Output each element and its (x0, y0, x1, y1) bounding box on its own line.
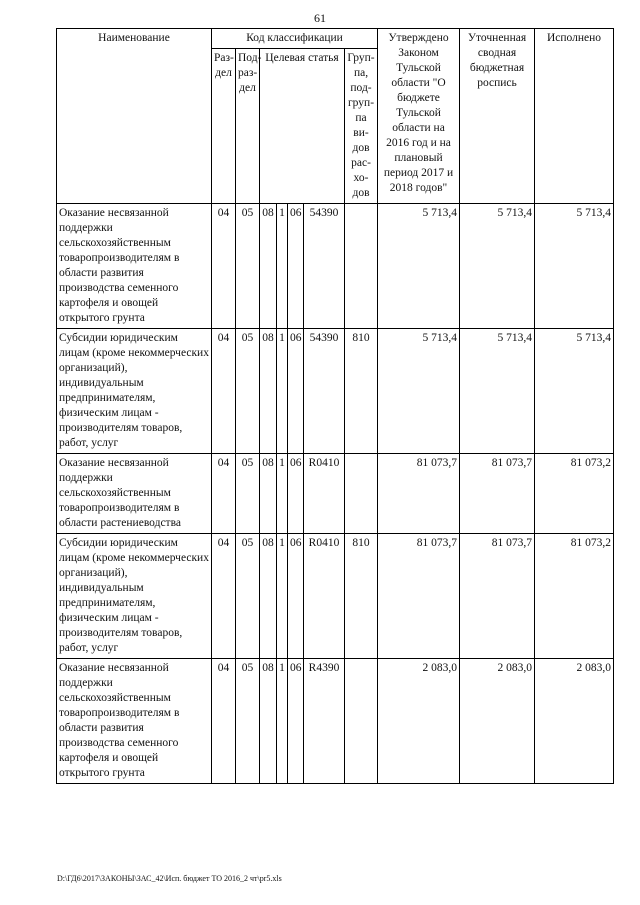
header-approved: Утверждено Законом Тульской области "О бюджете Тульской области на 2016 год и на плановый период 2017 и 2018 годов" (378, 29, 460, 204)
row-target-direction: R0410 (304, 454, 345, 534)
row-target-direction: R4390 (304, 659, 345, 784)
row-target-subprogram: 1 (277, 534, 288, 659)
row-target-program: 08 (260, 329, 277, 454)
row-section: 04 (212, 659, 236, 784)
row-target-subprogram: 1 (277, 454, 288, 534)
row-section: 04 (212, 329, 236, 454)
row-target-direction: 54390 (304, 204, 345, 329)
footer-file-path: D:\ГД6\2017\ЗАКОНЫ\ЗАС_42\Исп. бюджет ТО 2016_2 чт\pr5.xls (57, 874, 282, 883)
row-name: Оказание несвязанной поддержки сельскохозяйственным товаропроизводителям в области развития производства семенного картофеля и овощей открытого грунта (57, 659, 212, 784)
row-executed: 5 713,4 (535, 204, 614, 329)
row-expense-group (345, 659, 378, 784)
table-row (57, 659, 614, 784)
row-subsection: 05 (236, 659, 260, 784)
row-subsection: 05 (236, 204, 260, 329)
row-target-subprogram: 1 (277, 329, 288, 454)
table-row (57, 204, 614, 329)
row-target-subprogram: 1 (277, 204, 288, 329)
header-row-1 (57, 29, 614, 49)
table-row (57, 329, 614, 454)
row-name: Субсидии юридическим лицам (кроме некоммерческих организаций), индивидуальным предпринимателям, физическим лицам - производителям товаров, работ, услуг (57, 329, 212, 454)
header-code-classification: Код классификации (212, 29, 378, 49)
row-name: Субсидии юридическим лицам (кроме некоммерческих организаций), индивидуальным предпринимателям, физическим лицам - производителям товаров, работ, услуг (57, 534, 212, 659)
row-section: 04 (212, 204, 236, 329)
row-target-event: 06 (288, 534, 304, 659)
row-refined: 2 083,0 (460, 659, 535, 784)
row-approved: 5 713,4 (378, 329, 460, 454)
row-approved: 5 713,4 (378, 204, 460, 329)
header-expense-group: Груп-па, под-груп-па ви-дов рас-хо-дов (345, 49, 378, 204)
row-subsection: 05 (236, 454, 260, 534)
row-section: 04 (212, 454, 236, 534)
header-target-article: Целевая статья (260, 49, 345, 204)
row-executed: 81 073,2 (535, 454, 614, 534)
table-row (57, 454, 614, 534)
row-refined: 81 073,7 (460, 534, 535, 659)
row-target-event: 06 (288, 204, 304, 329)
row-section: 04 (212, 534, 236, 659)
row-subsection: 05 (236, 329, 260, 454)
header-subsection: Под-раз-дел (236, 49, 260, 204)
row-refined: 5 713,4 (460, 204, 535, 329)
row-expense-group (345, 454, 378, 534)
row-executed: 5 713,4 (535, 329, 614, 454)
header-name: Наименование (57, 29, 212, 204)
row-target-program: 08 (260, 454, 277, 534)
budget-table (56, 28, 614, 784)
row-refined: 5 713,4 (460, 329, 535, 454)
row-executed: 81 073,2 (535, 534, 614, 659)
row-target-direction: R0410 (304, 534, 345, 659)
row-target-direction: 54390 (304, 329, 345, 454)
row-target-program: 08 (260, 534, 277, 659)
row-name: Оказание несвязанной поддержки сельскохозяйственным товаропроизводителям в области растениеводства (57, 454, 212, 534)
header-refined: Уточненная сводная бюджетная роспись (460, 29, 535, 204)
row-approved: 81 073,7 (378, 454, 460, 534)
row-expense-group (345, 204, 378, 329)
row-target-event: 06 (288, 329, 304, 454)
row-target-event: 06 (288, 454, 304, 534)
row-expense-group: 810 (345, 329, 378, 454)
row-target-program: 08 (260, 204, 277, 329)
row-subsection: 05 (236, 534, 260, 659)
header-executed: Исполнено (535, 29, 614, 204)
row-target-program: 08 (260, 659, 277, 784)
row-name: Оказание несвязанной поддержки сельскохозяйственным товаропроизводителям в области развития производства семенного картофеля и овощей открытого грунта (57, 204, 212, 329)
row-target-event: 06 (288, 659, 304, 784)
row-target-subprogram: 1 (277, 659, 288, 784)
row-approved: 81 073,7 (378, 534, 460, 659)
row-refined: 81 073,7 (460, 454, 535, 534)
row-executed: 2 083,0 (535, 659, 614, 784)
header-section: Раз-дел (212, 49, 236, 204)
table-row (57, 534, 614, 659)
row-expense-group: 810 (345, 534, 378, 659)
page-number: 61 (314, 11, 326, 25)
row-approved: 2 083,0 (378, 659, 460, 784)
